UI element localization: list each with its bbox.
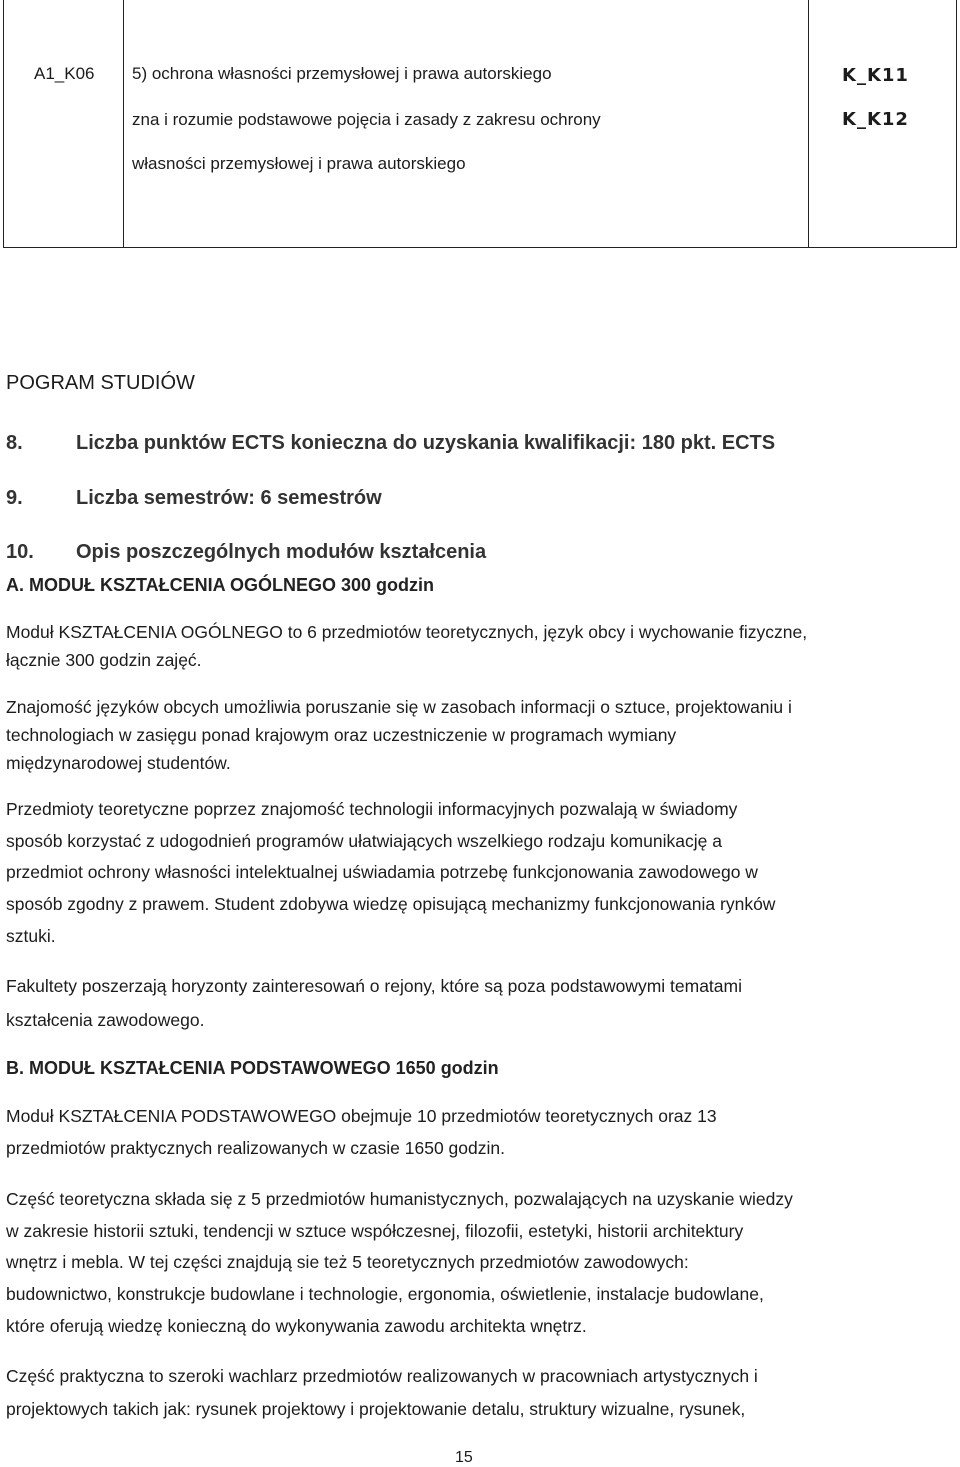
page-number: 15 <box>455 1449 473 1466</box>
outcome-line: własności przemysłowej i prawa autorskiego <box>132 154 466 173</box>
paragraph-line: Znajomość języków obcych umożliwia poruszanie się w zasobach informacji o sztuce, projektowaniu i <box>6 697 792 717</box>
paragraph-line: w zakresie historii sztuki, tendencji w sztuce współczesnej, filozofii, estetyki, historii architektury <box>6 1221 744 1241</box>
paragraph-line: Część praktyczna to szeroki wachlarz przedmiotów realizowanych w pracowniach artystycznych i <box>6 1366 758 1386</box>
paragraph-line: Moduł KSZTAŁCENIA PODSTAWOWEGO obejmuje 10 przedmiotów teoretycznych oraz 13 <box>6 1106 717 1126</box>
module-a-heading: A. MODUŁ KSZTAŁCENIA OGÓLNEGO 300 godzin <box>6 575 435 595</box>
paragraph-line: projektowych takich jak: rysunek projektowy i projektowanie detalu, struktury wizualne, rysunek, <box>6 1399 746 1419</box>
section-text: Liczba punktów ECTS konieczna do uzyskania kwalifikacji: 180 pkt. ECTS <box>76 432 776 454</box>
section-heading-10 <box>6 541 486 564</box>
paragraph-line: budownictwo, konstrukcje budowlane i technologie, ergonomia, oświetlenie, instalacje budowlane, <box>6 1284 764 1304</box>
paragraph-line: przedmiotów praktycznych realizowanych w czasie 1650 godzin. <box>6 1138 505 1158</box>
paragraph-line: Fakultety poszerzają horyzonty zainteresowań o rejony, które są poza podstawowymi tematami <box>6 976 742 996</box>
paragraph-line: międzynarodowej studentów. <box>6 753 231 773</box>
paragraph-line: sposób korzystać z udogodnień programów ułatwiających wszelkiego rodzaju komunikację a <box>6 831 722 851</box>
paragraph-line: łącznie 300 godzin zajęć. <box>6 650 202 670</box>
k-code: K_K11 <box>842 65 909 86</box>
paragraph-line: kształcenia zawodowego. <box>6 1010 205 1030</box>
section-text: Opis poszczególnych modułów kształcenia <box>76 541 487 563</box>
section-heading-8 <box>6 432 775 455</box>
k-code: K_K12 <box>842 109 909 130</box>
paragraph-line: Część teoretyczna składa się z 5 przedmiotów humanistycznych, pozwalających na uzyskanie wiedzy <box>6 1189 793 1209</box>
section-number: 9. <box>6 487 23 509</box>
section-number: 10. <box>6 541 34 563</box>
paragraph-line: Moduł KSZTAŁCENIA OGÓLNEGO to 6 przedmiotów teoretycznych, język obcy i wychowanie fizyczne, <box>6 622 808 642</box>
section-number: 8. <box>6 432 23 454</box>
paragraph-line: technologiach w zasięgu ponad krajowym oraz uczestniczenie w programach wymiany <box>6 725 677 745</box>
outcome-line: zna i rozumie podstawowe pojęcia i zasady z zakresu ochrony <box>132 110 601 129</box>
paragraph-line: przedmiot ochrony własności intelektualnej uświadamia potrzebę funkcjonowania zawodowego w <box>6 862 758 882</box>
paragraph-line: które oferują wiedzę konieczną do wykonywania zawodu architekta wnętrz. <box>6 1316 587 1336</box>
module-b-heading: B. MODUŁ KSZTAŁCENIA PODSTAWOWEGO 1650 godzin <box>6 1058 499 1078</box>
paragraph-line: Przedmioty teoretyczne poprzez znajomość technologii informacyjnych pozwalają w świadomy <box>6 799 738 819</box>
paragraph-line: wnętrz i mebla. W tej części znajdują sie też 5 teoretycznych przedmiotów zawodowych: <box>6 1252 689 1272</box>
outcome-code: A1_K06 <box>34 64 95 83</box>
paragraph-line: sztuki. <box>6 926 56 946</box>
section-text: Liczba semestrów: 6 semestrów <box>76 487 382 509</box>
program-title: POGRAM STUDIÓW <box>6 372 195 394</box>
table-cell-code <box>4 0 124 247</box>
outcome-line: 5) ochrona własności przemysłowej i prawa autorskiego <box>132 64 552 83</box>
paragraph-line: sposób zgodny z prawem. Student zdobywa wiedzę opisującą mechanizmy funkcjonowania rynków <box>6 894 776 914</box>
section-heading-9 <box>6 487 382 510</box>
